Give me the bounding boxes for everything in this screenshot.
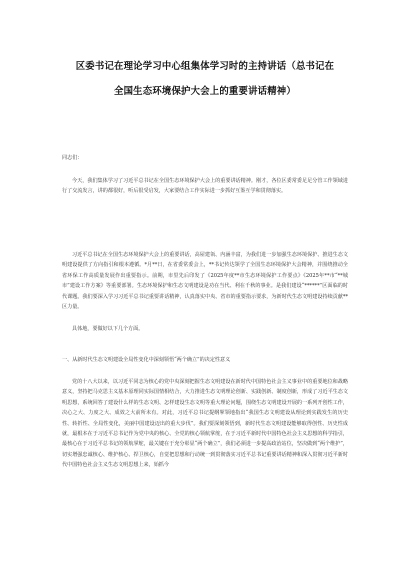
- paragraph-section-1: 党的十八大以来，以习近平同志为核心的党中央深刻把握生态文明建设在新时代中国特色社会主义事业中的重要地位和战略意义，坚持把马克思主义基本原理同实际国情相结合，大力推进生态文明理论创新、实践创新、制度创新，形成了习近平生态文明思想，系统回答了建设什么样的生态文明、怎样建设生态文明等重大理论问题，围绕生态文明建设开展的一系列开创性工作，决心之大、力度之大、成效之大前所未有。对此，习近平总书记提纲挈领地指出“我国生态文明建设从理论到实践发生的历史性、转折性、全局性变化，美丽中国建设迈出的重大步伐”。我们要深刻领悟到，新时代生态文明建设能够取得创性、历史性成就，最根本在于习近平总书记作为党中央的核心、全党的核心领航掌舵，在于习近平新时代中国特色社会主义思想的科学指引，最核心在于习近平总书记的领航掌舵，最关键在于充分彰显“两个确立”，我们必须进一步提高政治站位，坚决做到“两个维护”，切实增强忠诚核心、维护核心、捍卫核心，自觉把思想和行动统一到贯彻落实习近平总书记重要讲话精神和深入贯彻习近平新时代中国特色社会主义生态文明思想上来，始抓今: [62, 379, 348, 469]
- section-heading-1: 一、从新时代生态文明建设全局性变化中深刻领悟“两个确立”的决定性意义: [62, 357, 231, 363]
- paragraph-opening: 今天，我们集体学习了习近平总书记在全国生态环境保护大会上的重要讲话精神。刚才，各位区委常委足足分管工作领域进行了交流发言，讲的都很好，听后很受启发，大家要结合工作实际进一步抓好互鉴互学和贯彻落实。: [62, 178, 348, 195]
- document-title-line-2: 全国生态环境保护大会上的重要讲话精神）: [114, 86, 296, 97]
- paragraph-context: 习近平总书记在全国生态环境保护大会上的重要讲话，高屋建瓴、内涵丰富，为我们进一步加强生态环境保护、推进生态文明建设提供了方向指引和根本遵循。*月**日，在省委常委会上，**书记传达领学了全国生态环境保护大会精神，并围绕推动全省环保工作高质量发展作出重要指示。前期，市里先后印发了《2025年度**市生态环境保护工作要点》《2025年**市“**城市”建设工作方案》等重要部署。生态环境保护和生态文明建设是功在当代、利在千秋的事业。是我们建设“******”区面临的时代课题。我们要深入学习习近平总书记重要讲话精神，认真落实中央、省市的重要指示要求，为新时代生态文明建设持续贡献**区力量。: [62, 252, 348, 311]
- document-title-line-1: 区委书记在理论学习中心组集体学习时的主持讲话（总书记在: [75, 61, 335, 72]
- greeting: 同志们：: [62, 155, 83, 161]
- paragraph-transition: 具体地，要做好以下几个方面。: [72, 326, 144, 332]
